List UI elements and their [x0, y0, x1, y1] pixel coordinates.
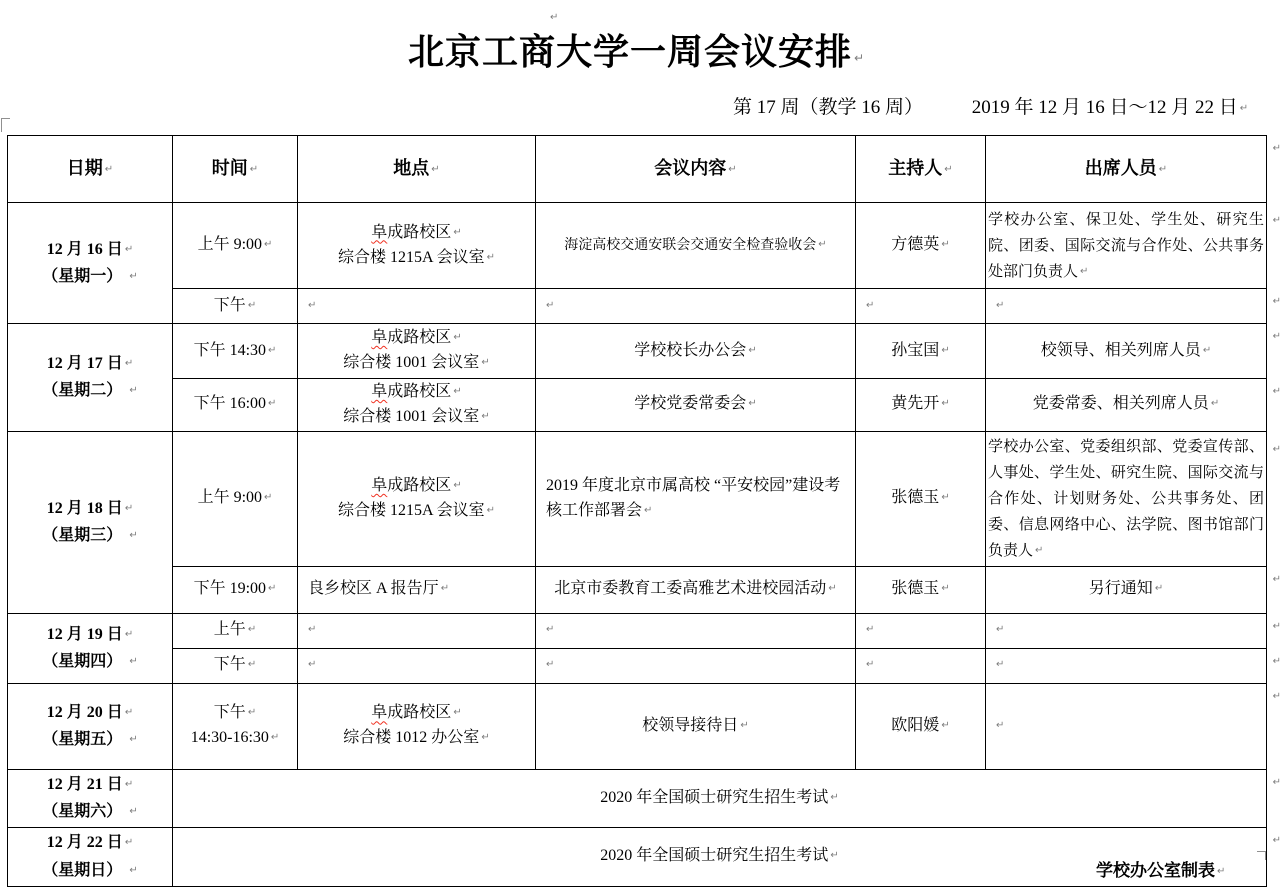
time-text: 下午 16:00 — [193, 395, 267, 413]
campus-text: 阜成路校区 — [371, 223, 452, 241]
time-cell — [173, 324, 298, 379]
row-end-mark: ↵ — [1272, 296, 1281, 307]
pilcrow-mark: ↵ — [941, 719, 950, 731]
pilcrow-mark: ↵ — [828, 583, 837, 595]
host-cell-empty — [856, 289, 986, 324]
pilcrow-mark: ↵ — [1239, 103, 1249, 114]
room-text: 综合楼 1215A 会议室 — [337, 501, 485, 519]
pilcrow-mark: ↵ — [941, 239, 950, 251]
pilcrow-mark: ↵ — [941, 344, 950, 356]
pilcrow-mark: ↵ — [264, 239, 273, 251]
pilcrow-mark: ↵ — [996, 299, 1005, 311]
location-cell — [298, 379, 536, 432]
host-text: 张德玉 — [891, 580, 940, 598]
location-cell-empty — [298, 648, 536, 683]
pilcrow-mark: ↵ — [270, 732, 280, 744]
merged-event-cell — [173, 769, 1281, 827]
date-text: 12 月 22 日 — [46, 834, 123, 852]
weekday-text: （星期一） — [42, 268, 123, 285]
campus-text: 阜成路校区 — [371, 329, 452, 347]
pilcrow-mark: ↵ — [124, 358, 134, 370]
time-text: 下午 — [213, 296, 246, 314]
row-end-mark: ↵ — [1272, 655, 1281, 667]
table-row-wednesday-am — [8, 431, 1267, 566]
row-end-mark: ↵ — [1272, 215, 1281, 226]
content-cell — [536, 203, 856, 289]
time-text: 下午 14:30 — [193, 341, 267, 359]
pilcrow-mark: ↵ — [247, 659, 257, 671]
location-cell-empty — [298, 289, 536, 324]
pilcrow-mark: ↵ — [740, 719, 749, 731]
weekday-text: （星期日） — [42, 861, 123, 879]
meeting-text: 2019 年度北京市属高校 “平安校园”建设考核工作部署会 — [546, 476, 841, 519]
pilcrow-mark: ↵ — [830, 791, 839, 803]
attendees-cell — [986, 203, 1281, 289]
room-text: 良乡校区 A 报告厅 — [308, 580, 439, 598]
weekday-text: （星期六） — [42, 803, 123, 821]
row-end-mark: ↵ — [1272, 443, 1281, 455]
weekday-text: （星期四） — [42, 653, 123, 671]
pilcrow-mark: ↵ — [996, 624, 1005, 636]
host-text: 欧阳媛 — [891, 716, 940, 734]
header-cell-content — [536, 136, 856, 203]
attendees-cell — [986, 324, 1281, 379]
attendees-text: 党委常委、相关列席人员 — [1032, 395, 1209, 413]
date-cell-tuesday — [8, 324, 173, 432]
meeting-text: 校领导接待日 — [642, 716, 739, 734]
pilcrow-mark: ↵ — [748, 398, 757, 410]
pilcrow-mark: ↵ — [453, 479, 462, 491]
time-text: 上午 9:00 — [197, 236, 263, 254]
host-cell — [856, 566, 986, 613]
host-cell-empty — [856, 648, 986, 683]
host-cell — [856, 324, 986, 379]
meeting-text: 学校党委常委会 — [634, 395, 747, 413]
table-row-sunday — [8, 827, 1267, 886]
header-label: 会议内容 — [654, 158, 727, 179]
content-cell-empty — [536, 289, 856, 324]
footer-text: 学校办公室制表 — [1096, 861, 1215, 880]
content-cell — [536, 379, 856, 432]
table-row-saturday — [8, 769, 1267, 827]
meeting-text: 学校校长办公会 — [634, 341, 747, 359]
row-end-mark: ↵ — [1272, 620, 1281, 632]
campus-text: 阜成路校区 — [371, 476, 452, 494]
time-text: 下午 — [213, 656, 246, 674]
header-label: 时间 — [211, 158, 248, 179]
pilcrow-mark: ↵ — [486, 251, 496, 263]
pilcrow-mark: ↵ — [440, 583, 450, 595]
content-cell-empty — [536, 648, 856, 683]
pilcrow-mark: ↵ — [481, 732, 490, 744]
pilcrow-mark: ↵ — [268, 583, 277, 595]
date-cell-sunday — [8, 827, 173, 886]
pilcrow-mark: ↵ — [453, 386, 462, 397]
page-title-text: 北京工商大学一周会议安排 — [407, 32, 852, 72]
campus-text: 阜成路校区 — [371, 383, 452, 400]
room-text: 综合楼 1001 会议室 — [343, 354, 480, 371]
room-text: 综合楼 1012 办公室 — [343, 729, 480, 747]
table-row-tuesday-2 — [8, 379, 1267, 432]
pilcrow-mark: ↵ — [866, 624, 875, 636]
table-header-row — [8, 136, 1267, 203]
host-text: 黄先开 — [891, 395, 940, 413]
row-end-mark: ↵ — [1272, 386, 1281, 397]
pilcrow-mark: ↵ — [453, 707, 462, 719]
pilcrow-mark: ↵ — [941, 583, 950, 595]
date-cell-friday — [8, 683, 173, 769]
date-cell-monday — [8, 203, 173, 324]
text-boundary-mark — [1, 118, 10, 132]
subtitle-line — [733, 92, 1248, 119]
content-cell — [536, 324, 856, 379]
header-label: 主持人 — [888, 158, 943, 179]
attendees-cell-empty — [986, 613, 1281, 648]
time-cell — [173, 289, 298, 324]
attendees-cell-empty — [986, 683, 1281, 769]
row-end-mark: ↵ — [1272, 834, 1281, 846]
time-cell — [173, 683, 298, 769]
pilcrow-mark: ↵ — [308, 299, 317, 311]
location-cell — [298, 324, 536, 379]
date-text: 12 月 17 日 — [46, 355, 123, 373]
time-cell — [173, 648, 298, 683]
content-cell-empty — [536, 613, 856, 648]
pilcrow-mark: ↵ — [268, 344, 277, 356]
date-text: 12 月 20 日 — [46, 703, 123, 721]
pilcrow-mark: ↵ — [1210, 398, 1220, 410]
row-end-mark: ↵ — [1272, 776, 1281, 788]
attendees-text: 校领导、相关列席人员 — [1040, 341, 1201, 359]
table-row-friday — [8, 683, 1267, 769]
pilcrow-mark: ↵ — [818, 238, 827, 250]
pilcrow-mark: ↵ — [247, 707, 257, 719]
pilcrow-mark: ↵ — [748, 344, 757, 356]
host-text: 方德英 — [891, 236, 940, 254]
host-cell — [856, 683, 986, 769]
pilcrow-mark: ↵ — [486, 504, 496, 516]
time-text: 下午 — [213, 704, 246, 722]
date-text: 12 月 18 日 — [46, 499, 123, 517]
time-cell — [173, 203, 298, 289]
pilcrow-mark: ↵ — [308, 624, 317, 636]
pilcrow-mark: ↵ — [944, 164, 953, 176]
pilcrow-mark: ↵ — [129, 656, 138, 668]
pilcrow-mark: ↵ — [1158, 164, 1168, 176]
pilcrow-mark: ↵ — [481, 357, 490, 368]
text-boundary-mark — [1257, 851, 1266, 860]
campus-text: 阜成路校区 — [371, 704, 452, 722]
pilcrow-mark: ↵ — [124, 706, 134, 718]
pilcrow-mark: ↵ — [308, 659, 317, 671]
pilcrow-mark: ↵ — [247, 299, 257, 311]
time-cell — [173, 379, 298, 432]
meeting-text: 北京市委教育工委高雅艺术进校园活动 — [554, 580, 827, 598]
pilcrow-mark: ↵ — [129, 734, 138, 746]
page-title — [0, 24, 1273, 75]
pilcrow-mark: ↵ — [866, 299, 875, 311]
content-cell — [536, 566, 856, 613]
table-row-wednesday-pm — [8, 566, 1267, 613]
pilcrow-mark: ↵ — [124, 628, 134, 640]
date-text: 12 月 21 日 — [46, 775, 123, 793]
row-end-mark: ↵ — [1272, 143, 1281, 154]
pilcrow-mark: ↵ — [247, 624, 257, 636]
date-text: 12 月 19 日 — [46, 625, 123, 643]
pilcrow-mark: ↵ — [129, 864, 138, 876]
pilcrow-mark: ↵ — [129, 806, 138, 818]
meeting-text: 海淀高校交通安联会交通安全检查验收会 — [564, 237, 817, 253]
date-cell-saturday — [8, 769, 173, 827]
time-range-text: 14:30-16:30 — [190, 729, 269, 747]
host-text: 张德玉 — [891, 489, 940, 507]
attendees-cell — [986, 379, 1281, 432]
pilcrow-mark: ↵ — [728, 164, 737, 176]
weekday-text: （星期二） — [42, 382, 123, 400]
pilcrow-mark: ↵ — [431, 164, 440, 176]
table-row-monday-am — [8, 203, 1267, 289]
pilcrow-mark: ↵ — [996, 719, 1005, 731]
attendees-text: 学校办公室、党委组织部、党委宣传部、人事处、学生处、研究生院、国际交流与合作处、计划财务处、公共事务处、团委、信息网络中心、法学院、图书馆部门负责人 — [988, 438, 1264, 559]
attendees-text: 学校办公室、保卫处、学生处、研究生院、团委、国际交流与合作处、公共事务处部门负责人 — [988, 211, 1264, 280]
time-cell — [173, 566, 298, 613]
pilcrow-mark: ↵ — [1035, 544, 1044, 556]
header-cell-time — [173, 136, 298, 203]
week-number: 第 17 周（教学 16 周） — [733, 97, 924, 118]
location-cell — [298, 683, 536, 769]
pilcrow-mark: ↵ — [546, 299, 555, 311]
footer-credit — [1096, 856, 1225, 881]
pilcrow-mark: ↵ — [546, 624, 555, 636]
weekday-text: （星期三） — [42, 527, 123, 545]
host-cell — [856, 431, 986, 566]
pilcrow-mark: ↵ — [481, 410, 490, 422]
time-text: 下午 19:00 — [193, 580, 267, 598]
weekday-text: （星期五） — [42, 731, 123, 749]
room-text: 综合楼 1001 会议室 — [343, 407, 480, 425]
host-cell — [856, 203, 986, 289]
pilcrow-mark: ↵ — [853, 51, 866, 65]
event-text: 2020 年全国硕士研究生招生考试 — [600, 847, 829, 865]
table-row-tuesday-1 — [8, 324, 1267, 379]
location-cell — [298, 431, 536, 566]
pilcrow-mark: ↵ — [546, 659, 555, 671]
pilcrow-mark: ↵ — [941, 398, 950, 410]
pilcrow-mark: ↵ — [866, 659, 875, 671]
date-cell-wednesday — [8, 431, 173, 613]
pilcrow-mark: ↵ — [830, 850, 839, 862]
pilcrow-mark: ↵ — [129, 385, 138, 397]
host-cell-empty — [856, 613, 986, 648]
table-row-thursday-am — [8, 613, 1267, 648]
pilcrow-mark: ↵ — [1154, 583, 1164, 595]
time-text: 上午 — [213, 621, 246, 639]
date-range: 2019 年 12 月 16 日～12 月 22 日 — [971, 97, 1238, 118]
pilcrow-mark: ↵ — [124, 837, 134, 849]
attendees-cell — [986, 431, 1281, 566]
pilcrow-mark: ↵ — [644, 504, 653, 516]
pilcrow-mark: ↵ — [129, 271, 138, 282]
header-cell-date — [8, 136, 173, 203]
header-cell-attendees — [986, 136, 1281, 203]
attendees-cell — [986, 566, 1281, 613]
pilcrow-mark: ↵ — [264, 492, 273, 504]
paragraph-mark: ↵ — [550, 12, 559, 23]
location-cell — [298, 566, 536, 613]
time-text: 上午 9:00 — [197, 489, 263, 507]
pilcrow-mark: ↵ — [124, 778, 134, 790]
event-text: 2020 年全国硕士研究生招生考试 — [600, 788, 829, 806]
attendees-cell-empty — [986, 648, 1281, 683]
pilcrow-mark: ↵ — [124, 502, 134, 514]
date-text: 12 月 16 日 — [46, 240, 123, 258]
pilcrow-mark: ↵ — [1202, 344, 1212, 356]
attendees-text: 另行通知 — [1088, 580, 1153, 598]
pilcrow-mark: ↵ — [124, 243, 134, 255]
pilcrow-mark: ↵ — [104, 164, 114, 176]
pilcrow-mark: ↵ — [453, 332, 462, 344]
pilcrow-mark: ↵ — [249, 164, 259, 176]
row-end-mark: ↵ — [1272, 573, 1281, 585]
pilcrow-mark: ↵ — [129, 530, 138, 542]
host-text: 孙宝国 — [891, 341, 940, 359]
pilcrow-mark: ↵ — [268, 398, 277, 410]
location-cell — [298, 203, 536, 289]
header-label: 地点 — [393, 158, 430, 179]
time-cell — [173, 613, 298, 648]
header-label: 出席人员 — [1084, 158, 1157, 179]
pilcrow-mark: ↵ — [1217, 866, 1226, 877]
header-cell-location — [298, 136, 536, 203]
pilcrow-mark: ↵ — [941, 492, 950, 504]
time-cell — [173, 431, 298, 566]
attendees-cell-empty — [986, 289, 1281, 324]
content-cell — [536, 431, 856, 566]
room-text: 综合楼 1215A 会议室 — [337, 248, 485, 266]
pilcrow-mark: ↵ — [1080, 265, 1089, 277]
schedule-table — [7, 135, 1281, 887]
location-cell-empty — [298, 613, 536, 648]
header-label: 日期 — [66, 158, 103, 179]
host-cell — [856, 379, 986, 432]
table-row-thursday-pm — [8, 648, 1267, 683]
row-end-mark: ↵ — [1272, 690, 1281, 702]
header-cell-host — [856, 136, 986, 203]
row-end-mark: ↵ — [1272, 331, 1281, 342]
date-cell-thursday — [8, 613, 173, 683]
content-cell — [536, 683, 856, 769]
table-row-monday-pm — [8, 289, 1267, 324]
pilcrow-mark: ↵ — [453, 226, 462, 238]
pilcrow-mark: ↵ — [996, 659, 1005, 671]
